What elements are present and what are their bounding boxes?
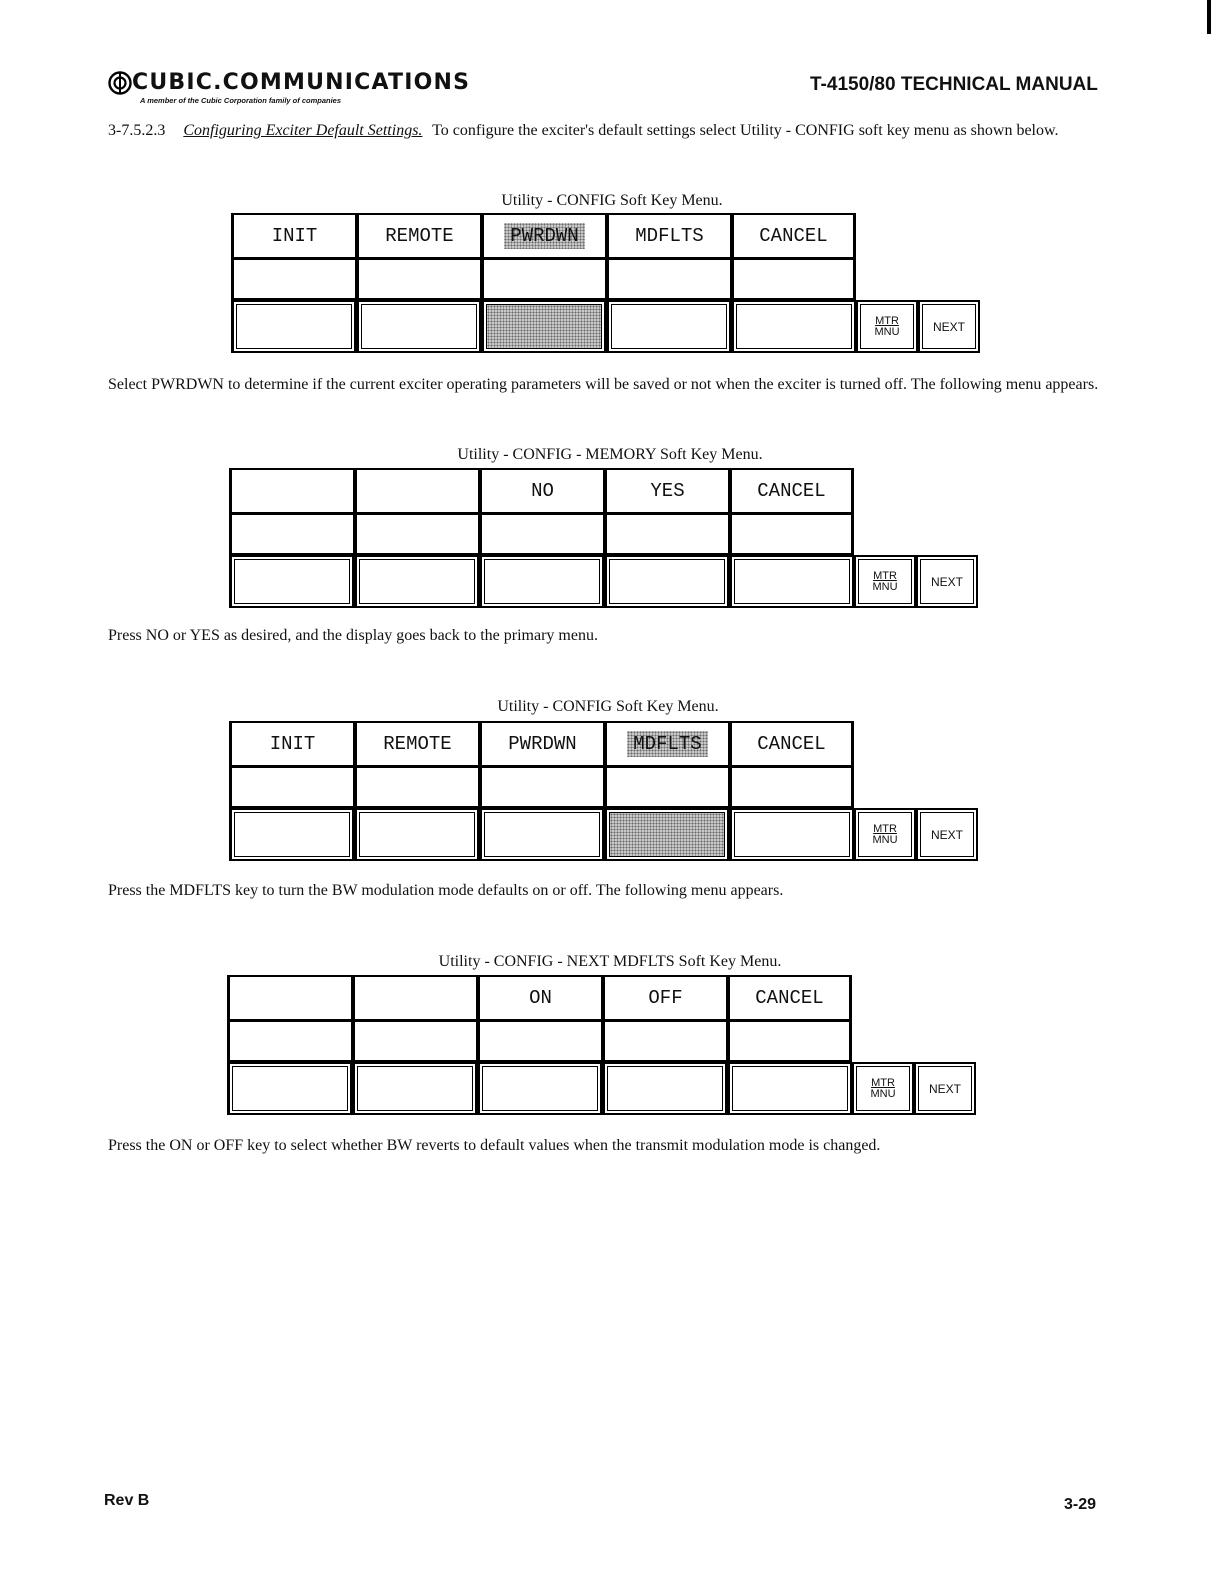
soft-key-button-face [482, 1066, 598, 1111]
soft-key-label-cell [604, 721, 729, 767]
soft-key-label: CANCEL [755, 987, 824, 1009]
mnu-label: MNU [874, 325, 900, 338]
footer-revision: Rev B [104, 1492, 150, 1509]
blank-cell [729, 767, 854, 808]
blank-cell [354, 514, 479, 555]
soft-key-label: REMOTE [385, 225, 454, 247]
soft-key-label-cell [352, 975, 477, 1021]
soft-key-button[interactable] [229, 808, 354, 861]
blank-cell [231, 259, 356, 300]
soft-key-button[interactable] [727, 1062, 852, 1115]
soft-key-label: CANCEL [757, 480, 826, 502]
soft-key-label-cell [354, 721, 479, 767]
soft-key-button[interactable] [731, 300, 856, 353]
section-intro [108, 120, 1118, 142]
soft-key-button[interactable] [229, 555, 354, 608]
soft-key-button-face [359, 559, 475, 604]
blank-cell [229, 767, 354, 808]
soft-key-label-cell [604, 468, 729, 514]
soft-key-menu [229, 468, 991, 608]
next-label: NEXT [930, 574, 963, 589]
soft-key-button[interactable] [354, 555, 479, 608]
soft-key-label-cell [729, 468, 854, 514]
soft-key-label-cell [727, 975, 852, 1021]
blank-cell [604, 767, 729, 808]
next-button[interactable] [916, 555, 978, 608]
soft-key-label [412, 489, 424, 493]
soft-key-button-face [609, 812, 725, 857]
soft-key-label-cell [479, 468, 604, 514]
soft-key-button-face [484, 559, 600, 604]
soft-key-label: PWRDWN [508, 733, 577, 755]
soft-key-label-cell [479, 721, 604, 767]
soft-key-button-face [234, 812, 350, 857]
blank-cell [227, 1021, 352, 1062]
soft-key-button[interactable] [352, 1062, 477, 1115]
mtr-label: MTR [873, 822, 897, 835]
next-label: NEXT [932, 319, 965, 334]
blank-cell [727, 1021, 852, 1062]
next-button[interactable] [918, 300, 980, 353]
menu-caption: Utility - CONFIG Soft Key Menu. [497, 698, 719, 715]
soft-key-button-face [734, 812, 850, 857]
soft-key-label: MDFLTS [627, 731, 707, 757]
soft-key-label: ON [529, 987, 552, 1009]
soft-key-button-face [732, 1066, 848, 1111]
soft-key-label: NO [531, 480, 554, 502]
next-button-face [920, 559, 974, 604]
menu-caption: Utility - CONFIG Soft Key Menu. [501, 192, 723, 209]
soft-key-button[interactable] [481, 300, 606, 353]
blank-cell [354, 767, 479, 808]
next-label: NEXT [930, 827, 963, 842]
soft-key-label-cell [731, 213, 856, 259]
soft-key-label: YES [650, 480, 685, 502]
next-button-face [922, 304, 976, 349]
blank-cell [479, 767, 604, 808]
soft-key-label: MDFLTS [635, 225, 704, 247]
blank-cell [729, 514, 854, 555]
paragraph: Press the MDFLTS key to turn the BW modulation mode defaults on or off. The following menu appears. [108, 882, 784, 899]
soft-key-button[interactable] [604, 555, 729, 608]
mnu-label: MNU [872, 833, 898, 846]
soft-key-label: REMOTE [383, 733, 452, 755]
soft-key-button[interactable] [604, 808, 729, 861]
soft-key-menu [227, 975, 989, 1115]
soft-key-label: PWRDWN [504, 223, 584, 249]
meter-menu-button[interactable] [854, 555, 916, 608]
section-number: 3-7.5.2.3 [108, 122, 166, 139]
soft-key-label: CANCEL [759, 225, 828, 247]
section-title: Configuring Exciter Default Settings. [183, 122, 423, 139]
mnu-label: MNU [870, 1087, 896, 1100]
soft-key-button[interactable] [606, 300, 731, 353]
meter-menu-button-face [856, 1066, 910, 1111]
meter-menu-button[interactable] [856, 300, 918, 353]
next-button-face [920, 812, 974, 857]
soft-key-label-cell [606, 213, 731, 259]
soft-key-button-face [357, 1066, 473, 1111]
soft-key-button[interactable] [602, 1062, 727, 1115]
meter-menu-button-face [858, 559, 912, 604]
soft-key-button-face [734, 559, 850, 604]
next-button[interactable] [916, 808, 978, 861]
soft-key-button[interactable] [231, 300, 356, 353]
soft-key-label-cell [229, 721, 354, 767]
soft-key-button-face [609, 559, 725, 604]
soft-key-label [410, 996, 422, 1000]
soft-key-label-cell [354, 468, 479, 514]
meter-menu-button[interactable] [854, 808, 916, 861]
soft-key-button[interactable] [729, 555, 854, 608]
next-button[interactable] [914, 1062, 976, 1115]
soft-key-button[interactable] [356, 300, 481, 353]
brand-tagline: A member of the Cubic Corporation family of companies [140, 96, 341, 105]
blank-cell [604, 514, 729, 555]
meter-menu-button-face [858, 812, 912, 857]
soft-key-button[interactable] [227, 1062, 352, 1115]
soft-key-label-cell [729, 721, 854, 767]
section-text: To configure the exciter's default settings select Utility - CONFIG soft key menu as shown below. [432, 122, 1059, 139]
soft-key-label: INIT [271, 225, 318, 247]
soft-key-button-face [232, 1066, 348, 1111]
mtr-label: MTR [873, 569, 897, 582]
soft-key-button-face [236, 304, 352, 349]
mtr-label: MTR [875, 314, 899, 327]
footer-page-number: 3-29 [1064, 1496, 1097, 1513]
meter-menu-button-face [860, 304, 914, 349]
soft-key-label-cell [602, 975, 727, 1021]
soft-key-button-face [486, 304, 602, 349]
mnu-label: MNU [872, 580, 898, 593]
soft-key-button-face [359, 812, 475, 857]
blank-cell [602, 1021, 727, 1062]
soft-key-button[interactable] [479, 808, 604, 861]
soft-key-label-cell [227, 975, 352, 1021]
soft-key-label-cell [231, 213, 356, 259]
next-button-face [918, 1066, 972, 1111]
soft-key-label: CANCEL [757, 733, 826, 755]
meter-menu-button[interactable] [852, 1062, 914, 1115]
brand-name: CUBIC.COMMUNICATIONS [132, 70, 471, 95]
soft-key-button[interactable] [479, 555, 604, 608]
soft-key-label [287, 489, 299, 493]
soft-key-button-face [607, 1066, 723, 1111]
soft-key-menu [229, 721, 991, 861]
soft-key-button-face [484, 812, 600, 857]
soft-key-label-cell [356, 213, 481, 259]
paragraph: Select PWRDWN to determine if the current exciter operating parameters will be saved or not when the exciter is turned off. The following menu appears. [108, 376, 1099, 393]
cubic-logo-icon [108, 71, 132, 95]
soft-key-button-face [611, 304, 727, 349]
blank-cell [352, 1021, 477, 1062]
mtr-label: MTR [871, 1076, 895, 1089]
soft-key-label-cell [229, 468, 354, 514]
soft-key-button[interactable] [354, 808, 479, 861]
soft-key-button-face [234, 559, 350, 604]
paragraph: Press NO or YES as desired, and the display goes back to the primary menu. [108, 627, 598, 644]
soft-key-menu [231, 213, 993, 353]
soft-key-button[interactable] [729, 808, 854, 861]
menu-caption: Utility - CONFIG - NEXT MDFLTS Soft Key Menu. [438, 953, 782, 970]
paragraph: Press the ON or OFF key to select whether BW reverts to default values when the transmit modulation mode is changed. [108, 1137, 881, 1154]
page-edge-mark [1207, 0, 1211, 34]
blank-cell [481, 259, 606, 300]
soft-key-label-cell [481, 213, 606, 259]
blank-cell [477, 1021, 602, 1062]
next-label: NEXT [928, 1081, 961, 1096]
menu-caption: Utility - CONFIG - MEMORY Soft Key Menu. [457, 446, 763, 463]
soft-key-label: INIT [269, 733, 316, 755]
soft-key-label: OFF [648, 987, 683, 1009]
blank-cell [606, 259, 731, 300]
soft-key-label [285, 996, 297, 1000]
blank-cell [479, 514, 604, 555]
blank-cell [229, 514, 354, 555]
soft-key-button-face [361, 304, 477, 349]
manual-title: T-4150/80 TECHNICAL MANUAL [810, 74, 1098, 95]
soft-key-label-cell [477, 975, 602, 1021]
blank-cell [356, 259, 481, 300]
soft-key-button[interactable] [477, 1062, 602, 1115]
soft-key-button-face [736, 304, 852, 349]
blank-cell [731, 259, 856, 300]
